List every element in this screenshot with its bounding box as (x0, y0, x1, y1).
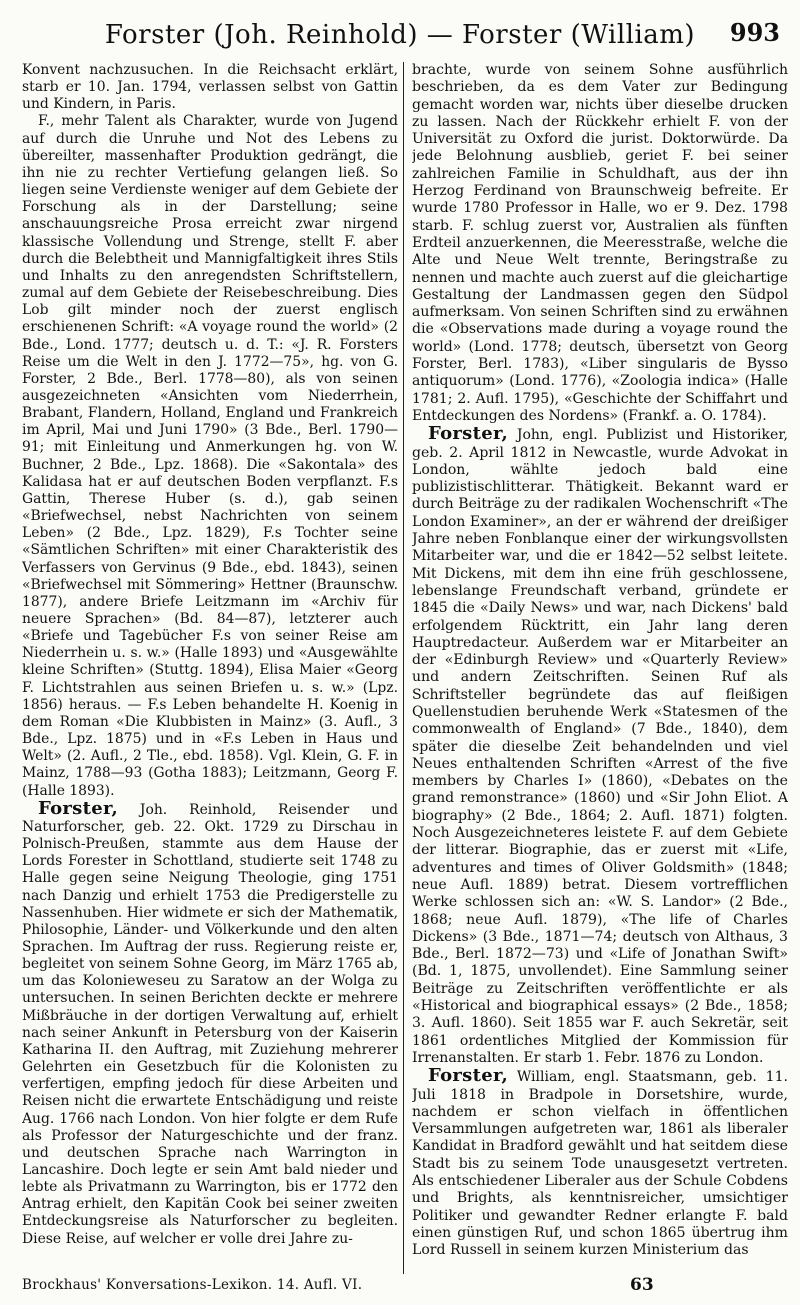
lemma-forster: Forster, (428, 423, 509, 445)
column-divider (403, 62, 404, 1274)
header-title: Forster (Joh. Reinhold) — Forster (William) (104, 20, 696, 50)
sheet-signature: 63 (630, 1275, 654, 1295)
paragraph-reinhold-continuation: brachte, wurde von seinem Sohne ausführlich beschrieben, da es dem Vater zur Bedingung gemacht worden war, nichts über dieselbe drucken zu lassen. Nach der Rückkehr erhielt F. von der Universität zu Oxford die jurist. Doktorwürde. Da jede Belohnung ausblieb, geriet F. bei seiner zahlreichen Familie in Schuldhaft, aus der ihn Herzog Ferdinand von Braunschweig befreite. Er wurde 1780 Professor in Halle, wo er 9. Dez. 1798 starb. F. schlug zuerst vor, Australien als fünften Erdteil anzuerkennen, die Meeresstraße, welche die Alte und Neue Welt trennte, Beringstraße zu nennen und machte auch zuerst auf die gleichartige Gestaltung der Landmassen gegen den Südpol aufmerksam. Von seinen Schriften sind zu erwähnen die «Observations made during a voyage round the world» (Lond. 1778; deutsch, übersetzt von Georg Forster, Berl. 1783), «Liber singularis de Bysso antiquorum» (Lond. 1776), «Zoologia indica» (Halle 1781; 2. Aufl. 1795), «Geschichte der Schiffahrt und Entdeckungen des Nordens» (Frankf. a. O. 1784). (412, 62, 788, 424)
paragraph-forster-assessment: F., mehr Talent als Charakter, wurde von Jugend auf durch die Unruhe und Not des Lebens zu übereilter, massenhafter Produktion gedrängt, die ihn nie zu rechter Vertiefung gelangen ließ. So liegen seine Verdienste weniger auf dem Gebiete der Forschung als in der Darstellung; seine anschauungsreiche Prosa erreicht zwar nirgend klassische Vollendung und Strenge, stellt F. aber durch die Belebtheit und Mannigfaltigkeit ihres Stils und Inhalts zu den anregendsten Schriftstellern, zumal auf dem Gebiete der Reisebeschreibung. Dies Lob gilt minder noch der zuerst englisch erschienenen Schrift: «A voyage round the world» (2 Bde., Lond. 1777; deutsch u. d. T.: «J. R. Forsters Reise um die Welt in den J. 1772—75», hg. von G. Forster, 2 Bde., Berl. 1778—80), als von seinen ausgezeichneten «Ansichten vom Niederrhein, Brabant, Flandern, Holland, England und Frankreich im April, Mai und Juni 1790» (3 Bde., Berl. 1790—91; mit Einleitung und Anmerkungen hg. von W. Buchner, 2 Bde., Lpz. 1868). Die «Sakontala» des Kalidasa hat er auf deutschen Boden verpflanzt. F.s Gattin, Therese Huber (s. d.), gab seinen «Briefwechsel, nebst Nachrichten von seinem Leben» (2 Bde., Lpz. 1829), F.s Tochter seine «Sämtlichen Schriften» mit einer Charakteristik des Verfassers von Gervinus (9 Bde., ebd. 1843), seinen «Briefwechsel mit Sömmering» Hettner (Braunschw. 1877), andere Briefe Leitzmann im «Archiv für neuere Sprachen» (Bd. 84—87), letzterer auch «Briefe und Tagebücher F.s von seiner Reise am Niederrhein u. s. w.» (Halle 1893) und «Ausgewählte kleine Schriften» (Stuttg. 1894), Elisa Maier «Georg F. Lichtstrahlen aus seinen Briefen u. s. w.» (Lpz. 1856) heraus. — F.s Leben behandelte H. Koenig in dem Roman «Die Klubbisten in Mainz» (3. Aufl., 3 Bde., Lpz. 1875) und in «F.s Leben in Haus und Welt» (2. Aufl., 2 Tle., ebd. 1858). Vgl. Klein, G. F. in Mainz, 1788—93 (Gotha 1883); Leitzmann, Georg F. (Halle 1893). (22, 113, 398, 799)
left-column (22, 62, 398, 1267)
right-column (412, 62, 788, 1267)
entry-forster-william (412, 1067, 788, 1259)
page-footer (0, 1275, 800, 1299)
entry-text: William, engl. Staatsmann, geb. 11. Juli 1818 in Bradpole in Dorsetshire, wurde, nachdem er schon vielfach in öffentlichen Versammlungen aufgetreten war, 1861 als liberaler Kandidat in Bradford gewählt und hat seitdem diese Stadt bis zu seinem Tode unausgesetzt vertreten. Als entschiedener Liberaler aus der Schule Cobdens und Brights, als kenntnisreicher, umsichtiger Politiker und gewandter Redner erlangte F. bald einen günstigen Ruf, und schon 1865 übertrug ihm Lord Russell in seinem kurzen Ministerium das (412, 1069, 788, 1259)
entry-text: Joh. Reinhold, Reisender und Naturforscher, geb. 22. Okt. 1729 zu Dirschau in Polnisch-Preußen, stammte aus dem Hause der Lords Forester in Schottland, studierte seit 1748 zu Halle gegen seine Neigung Theologie, ging 1751 nach Danzig und erhielt 1753 die Predigerstelle zu Nassenhuben. Hier widmete er sich der Mathematik, Philosophie, Länder- und Völkerkunde und den alten Sprachen. Im Auftrag der russ. Regierung reiste er, begleitet von seinem Sohne Georg, im März 1765 ab, um das Kolonieweseu zu Saratow an der Wolga zu untersuchen. In seinen Berichten deckte er mehrere Mißbräuche in der dortigen Verwaltung auf, erhielt nach seiner Ankunft in Petersburg von der Kaiserin Katharina II. den Auftrag, mit Zuziehung mehrerer Gelehrten ein Gesetzbuch für die Kolonisten zu verfertigen, empfing jedoch für diese Arbeiten und Reisen nicht die erwartete Entschädigung und reiste Aug. 1766 nach London. Von hier folgte er dem Rufe als Professor der Naturgeschichte und der franz. und deutschen Sprache nach Warrington in Lancashire. Doch legte er sein Amt bald nieder und lebte als Privatmann zu Warrington, bis er 1772 den Antrag erhielt, den Kapitän Cook bei seiner zweiten Entdeckungsreise als Naturforscher zu begleiten. Diese Reise, auf welcher er volle drei Jahre zu- (22, 801, 398, 1247)
entry-forster-john (412, 425, 788, 1067)
lemma-forster: Forster, (428, 1065, 509, 1087)
footer-imprint: Brockhaus' Konversations-Lexikon. 14. Aufl. VI. (22, 1277, 363, 1293)
entry-text: John, engl. Publizist und Historiker, geb. 2. April 1812 in Newcastle, wurde Advokat in London, wählte jedoch bald eine publizistischlitterar. Thätigkeit. Bekannt ward er durch Beiträge zu der radikalen Wochenschrift «The London Examiner», an der er während der dreißiger Jahre neben Fonblanque einer der wirkungsvollsten Mitarbeiter war, und die er 1842—52 selbst leitete. Mit Dickens, mit dem ihn eine früh geschlossene, lebenslange Freundschaft verband, gründete er 1845 die «Daily News» und war, nach Dickens' bald erfolgendem Rücktritt, ein Jahr lang deren Hauptredacteur. Außerdem war er Mitarbeiter an der «Edinburgh Review» und «Quarterly Review» und andern Zeitschriften. Seinen Ruf als Schriftsteller begründete das auf fleißigen Quellenstudien beruhende Werk «Statesmen of the commonwealth of England» (7 Bde., 1840), dem später die dieselbe Zeit behandelnden und viel Neues enthaltenden Schriften «Arrest of the five members by Charles I» (1860), «Debates on the grand remonstrance» (1860) und «Sir John Eliot. A biography» (2 Bde., 1864; 2. Aufl. 1871) folgten. Noch Ausgezeichneteres leistete F. auf dem Gebiete der litterar. Biographie, das er zuerst mit «Life, adventures and times of Oliver Goldsmith» (1848; neue Aufl. 1889) betrat. Diesem vortrefflichen Werke schlossen sich an: «W. S. Landor» (2 Bde., 1868; neue Aufl. 1879), «The life of Charles Dickens» (3 Bde., 1871—74; deutsch von Althaus, 3 Bde., Berl. 1872—73) und «Life of Jonathan Swift» (Bd. 1, 1875, unvollendet). Eine Sammlung seiner Beiträge zu Zeitschriften veröffentlichte er als «Historical and biographical essays» (2 Bde., 1858; 3. Aufl. 1860). Seit 1855 war F. auch Sekretär, seit 1861 ordentliches Mitglied der Kommission für Irrenanstalten. Er starb 1. Febr. 1876 zu London. (412, 427, 788, 1066)
entry-forster-joh-reinhold (22, 797, 398, 1248)
running-header (0, 14, 800, 56)
lemma-forster: Forster, (38, 797, 119, 819)
paragraph-convent-continuation: Konvent nachzusuchen. In die Reichsacht erklärt, starb er 10. Jan. 1794, verlassen selbst von Gattin und Kindern, in Paris. (22, 62, 398, 113)
page-number: 993 (729, 18, 780, 47)
